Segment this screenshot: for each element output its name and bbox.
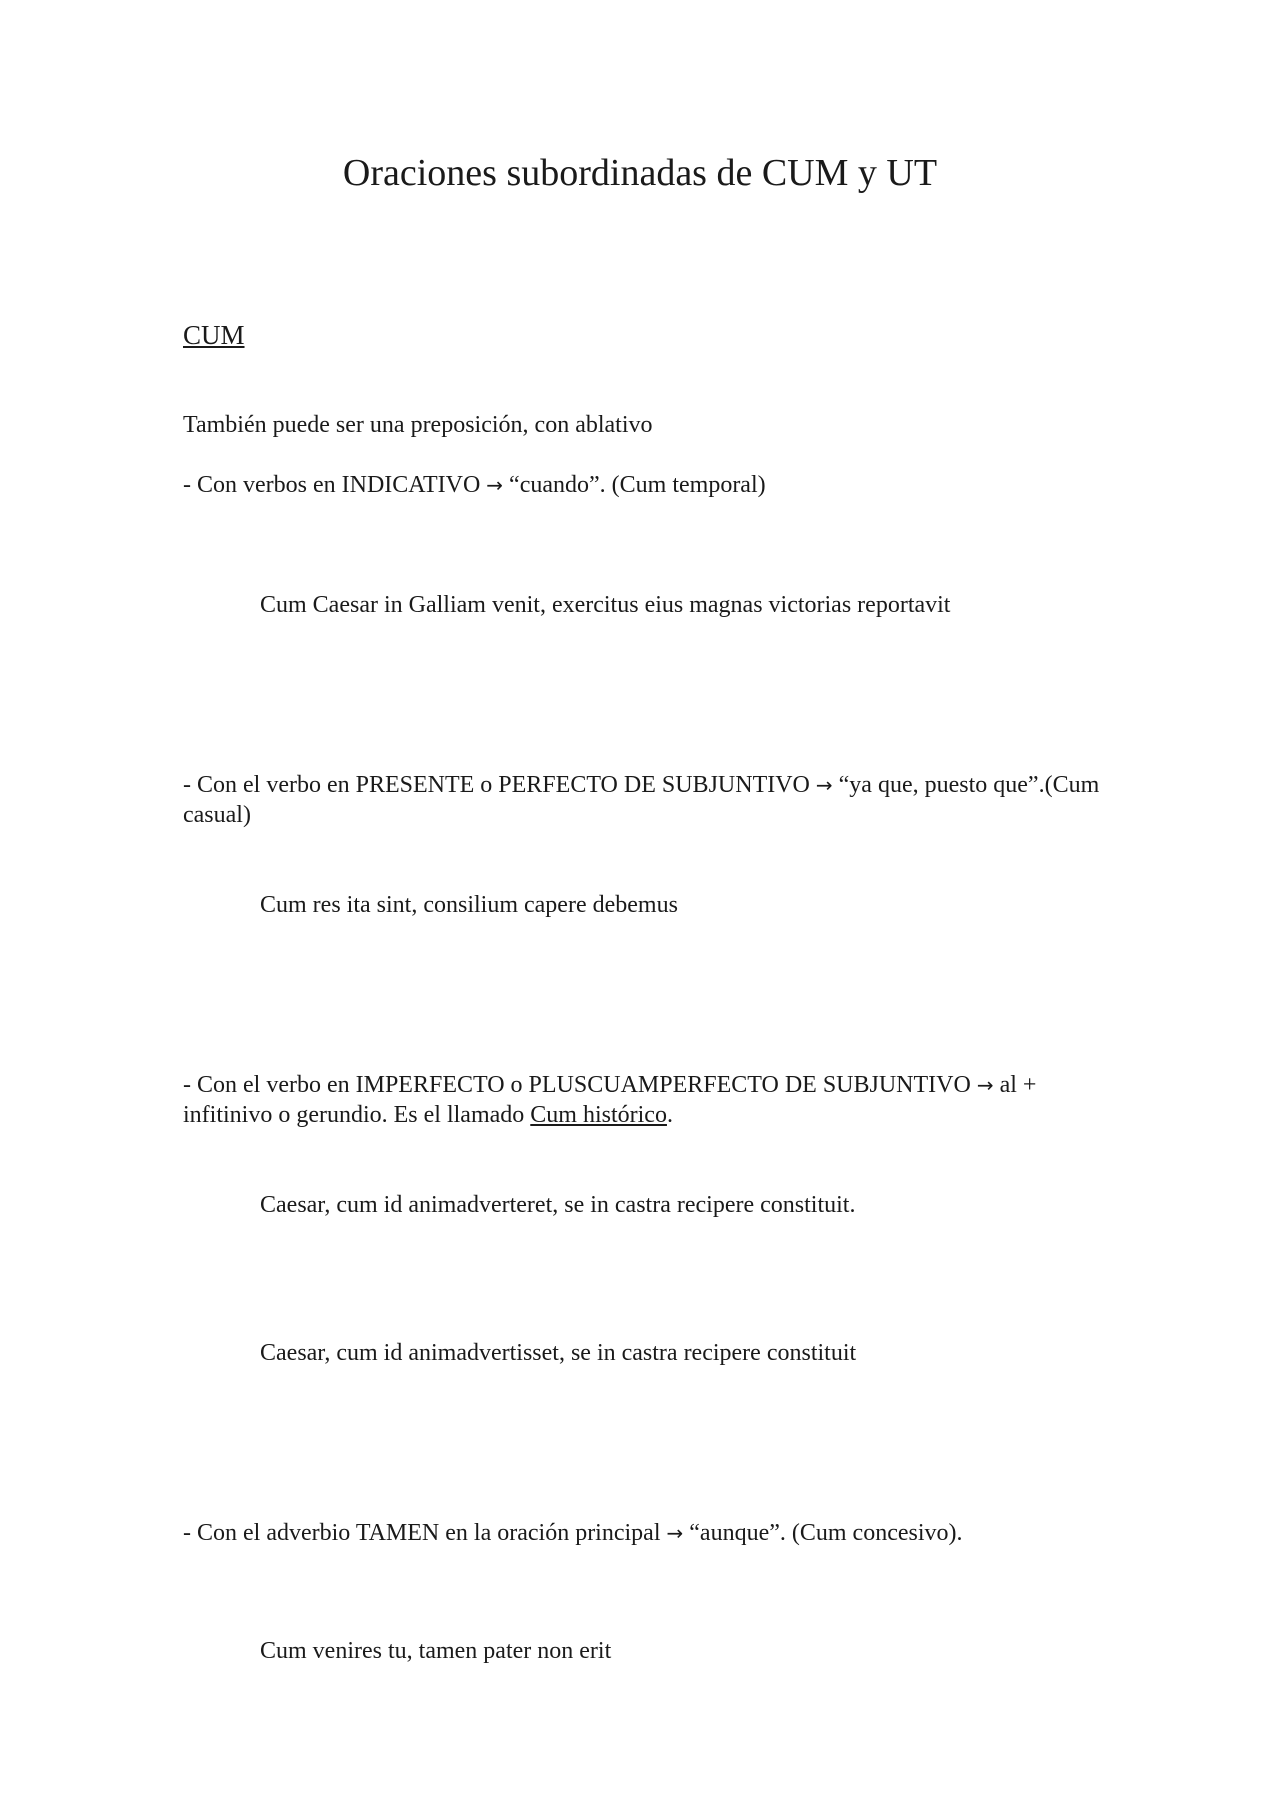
page-title: Oraciones subordinadas de CUM y UT (342, 152, 938, 194)
arrow-right-icon: → (976, 1073, 994, 1097)
rule-temporal-lead: - Con verbos en INDICATIVO (183, 472, 481, 498)
rule-causal-tail: “ya que, puesto que”.(Cum casual) (183, 772, 1100, 828)
rule-temporal (183, 470, 1103, 500)
intro-paragraph: También puede ser una preposición, con ablativo (183, 412, 653, 438)
rule-historic-lead: - Con el verbo en IMPERFECTO o PLUSCUAMPERFECTO DE SUBJUNTIVO (183, 1072, 971, 1098)
example-causal: Cum res ita sint, consilium capere debemus (260, 892, 678, 918)
rule-causal (183, 770, 1103, 830)
example-historic-pluperfect: Caesar, cum id animadvertisset, se in castra recipere constituit (260, 1340, 857, 1366)
rule-concessive-lead: - Con el adverbio TAMEN en la oración principal (183, 1520, 661, 1546)
example-concessive: Cum venires tu, tamen pater non erit (260, 1638, 612, 1664)
term-cum-historico: Cum histórico (530, 1102, 667, 1128)
example-temporal: Cum Caesar in Galliam venit, exercitus eius magnas victorias reportavit (260, 592, 951, 618)
rule-historic-tail: al + infitinivo o gerundio. Es el llamado (183, 1072, 1037, 1128)
arrow-right-icon: → (666, 1521, 684, 1545)
rule-temporal-tail: “cuando”. (Cum temporal) (509, 472, 766, 498)
rule-concessive (183, 1518, 1103, 1548)
arrow-right-icon: → (486, 473, 504, 497)
rule-causal-lead: - Con el verbo en PRESENTE o PERFECTO DE SUBJUNTIVO (183, 772, 810, 798)
rule-concessive-tail: “aunque”. (Cum concesivo). (689, 1520, 963, 1546)
section-heading-cum: CUM (183, 320, 245, 350)
arrow-right-icon: → (815, 773, 833, 797)
rule-historic (183, 1070, 1103, 1130)
rule-historic-end: . (666, 1102, 673, 1128)
example-historic-imperfect: Caesar, cum id animadverteret, se in castra recipere constituit. (260, 1192, 856, 1218)
